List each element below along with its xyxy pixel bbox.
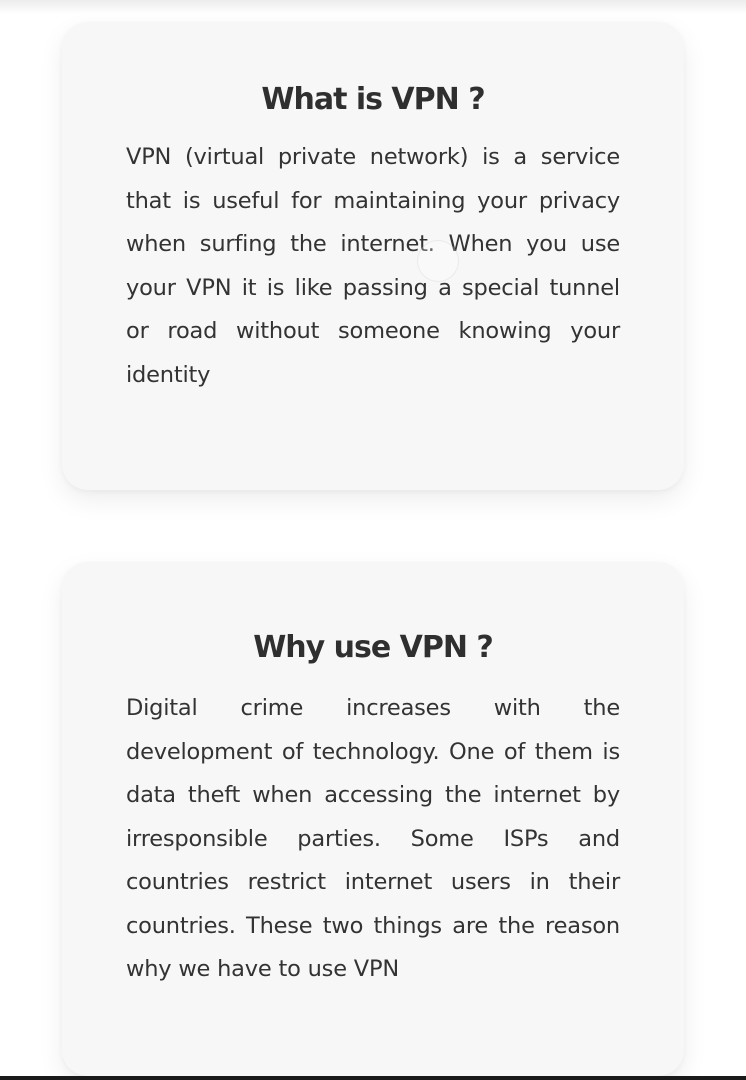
card-title: Why use VPN ? <box>253 630 493 665</box>
bottom-edge-bar <box>0 1076 746 1080</box>
card-title: What is VPN ? <box>261 82 485 117</box>
card-body-text: VPN (virtual private network) is a service that is useful for maintaining your privacy when surfing the internet. When you use your VPN it is like passing a special tunnel or road without someone knowing your identity <box>126 144 620 388</box>
card-body-text: Digital crime increases with the development of technology. One of them is data theft when accessing the internet by irresponsible parties. Some ISPs and countries restrict internet users in their countries. These two things are the reason why we have to use VPN <box>126 695 620 982</box>
why-use-vpn-card <box>62 562 684 1076</box>
top-edge-shadow <box>0 0 746 14</box>
what-is-vpn-card <box>62 22 684 490</box>
